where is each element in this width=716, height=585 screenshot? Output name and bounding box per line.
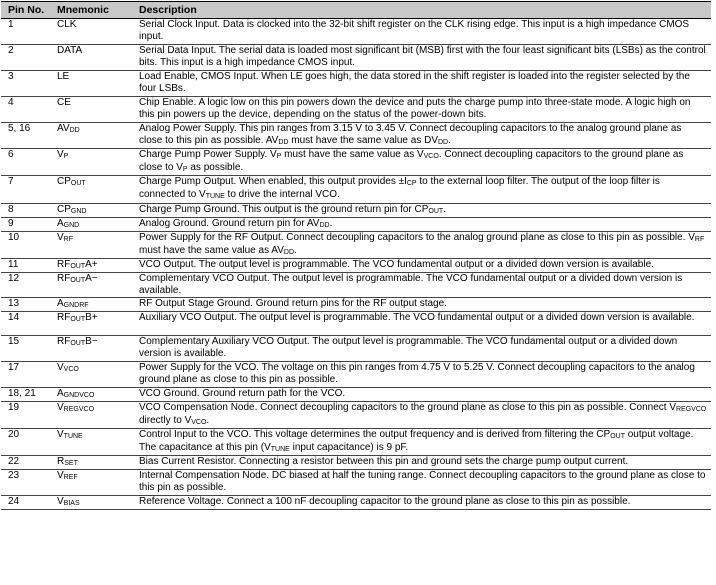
mnemonic: $A_{GND}$: [53, 218, 135, 232]
table-row: [1, 218, 711, 232]
header-description: Description: [135, 2, 711, 19]
subscript: REGVCO: [63, 406, 95, 413]
table-row: [1, 176, 711, 204]
mnemonic: CLK: [53, 19, 135, 45]
table-row: [1, 71, 711, 97]
mnemonic: $CP_{OUT}$: [53, 176, 135, 204]
subscript: RF: [694, 236, 705, 243]
table-row: [1, 232, 711, 259]
subscript: VCO: [63, 366, 79, 373]
subscript: OUT: [70, 316, 86, 323]
table-row: [1, 456, 711, 470]
mnemonic: $A_{GNDVCO}$: [53, 388, 135, 402]
mnemonic: $RF_{OUT}B+$: [53, 312, 135, 336]
mnemonic: DATA: [53, 45, 135, 71]
pin-number: 23: [1, 470, 53, 496]
table-row: [1, 336, 711, 362]
description: Serial Clock Input. Data is clocked into the 32-bit shift register on the CLK rising edge. This input is a high impedance CMOS input.: [135, 19, 711, 45]
subscript: SET: [64, 460, 78, 467]
subscript: OUT: [70, 180, 86, 187]
subscript: GND: [70, 208, 87, 215]
subscript: REGVCO: [676, 406, 707, 413]
subscript: BIAS: [63, 500, 80, 507]
mnemonic: $RF_{OUT}A-$: [53, 273, 135, 298]
subscript: DD: [319, 222, 330, 229]
subscript: P: [182, 166, 188, 173]
table-row: [1, 273, 711, 298]
mnemonic: $V_{REF}$: [53, 470, 135, 496]
pin-number: 1: [1, 19, 53, 45]
subscript: TUNE: [63, 433, 83, 440]
description: VCO Ground. Ground return path for the VCO.: [135, 388, 711, 402]
table-row: [1, 362, 711, 388]
mnemonic: $V_{VCO}$: [53, 362, 135, 388]
subscript: OUT: [70, 340, 86, 347]
mnemonic: $CP_{GND}$: [53, 204, 135, 218]
pin-number: 24: [1, 496, 53, 510]
description: Analog Ground. Ground return pin for $AV_{DD}$.: [135, 218, 711, 232]
mnemonic: $R_{SET}$: [53, 456, 135, 470]
description: Complementary VCO Output. The output level is programmable. The VCO fundamental output or a divided down version is available.: [135, 273, 711, 298]
pin-number: 5, 16: [1, 123, 53, 149]
subscript: VCO: [423, 153, 439, 160]
subscript: DD: [278, 139, 289, 146]
table-row: [1, 149, 711, 176]
subscript: OUT: [428, 208, 444, 215]
pin-number: 10: [1, 232, 53, 259]
pin-number: 11: [1, 259, 53, 273]
mnemonic: $RF_{OUT}A+$: [53, 259, 135, 273]
mnemonic: $V_{RF}$: [53, 232, 135, 259]
pin-number: 7: [1, 176, 53, 204]
mnemonic: LE: [53, 71, 135, 97]
table-row: [1, 402, 711, 429]
description: VCO Compensation Node. Connect decoupling capacitors to the ground plane as close to this pin as possible. Connect $V_{REGVCO}$ directly to $V_{VCO}$.: [135, 402, 711, 429]
table-row: [1, 259, 711, 273]
description: Analog Power Supply. This pin ranges from 3.15 V to 3.45 V. Connect decoupling capacitors to the analog ground plane as close to this pin as possible. $AV_{DD}$ must have the same value as $DV_{DD}$.: [135, 123, 711, 149]
description: Power Supply for the RF Output. Connect decoupling capacitors to the analog ground plane as close to this pin as possible. $V_{RF}$ must have the same value as $AV_{DD}$.: [135, 232, 711, 259]
table-row: [1, 312, 711, 336]
table-row: [1, 470, 711, 496]
description: Charge Pump Power Supply. $V_P$ must have the same value as $V_{VCO}$. Connect decoupling capacitors to the ground plane as close to $V_P$ as possible.: [135, 149, 711, 176]
mnemonic: $V_P$: [53, 149, 135, 176]
header-row: [1, 2, 711, 19]
description: Charge Pump Output. When enabled, this output provides $\pm I_{CP}$ to the external loop filter. The output of the loop filter is connected to $V_{TUNE}$ to drive the internal VCO.: [135, 176, 711, 204]
table-row: [1, 45, 711, 71]
pin-number: 14: [1, 312, 53, 336]
description: Charge Pump Ground. This output is the ground return pin for $CP_{OUT}$.: [135, 204, 711, 218]
pin-number: 3: [1, 71, 53, 97]
pin-description-table: [1, 1, 711, 510]
description: Chip Enable. A logic low on this pin powers down the device and puts the charge pump into three-state mode. A logic high on this pin powers up the device, depending on the status of the power-down bits.: [135, 97, 711, 123]
mnemonic: $AV_{DD}$: [53, 123, 135, 149]
description: Load Enable, CMOS Input. When LE goes high, the data stored in the shift register is loaded into the register selected by the four LSBs.: [135, 71, 711, 97]
pin-number: 9: [1, 218, 53, 232]
subscript: DD: [438, 139, 449, 146]
mnemonic: $V_{REGVCO}$: [53, 402, 135, 429]
description: Reference Voltage. Connect a 100 nF decoupling capacitor to the ground plane as close to this pin as possible.: [135, 496, 711, 510]
subscript: RF: [63, 236, 74, 243]
pin-number: 22: [1, 456, 53, 470]
header-mnemonic: Mnemonic: [53, 2, 135, 19]
table-row: [1, 429, 711, 456]
table-row: [1, 388, 711, 402]
table-row: [1, 19, 711, 45]
subscript: P: [276, 153, 282, 160]
subscript: GNDVCO: [63, 392, 95, 399]
table-row: [1, 204, 711, 218]
mnemonic: $RF_{OUT}B-$: [53, 336, 135, 362]
table-header: [1, 2, 711, 19]
header-pin-no: Pin No.: [1, 2, 53, 19]
pin-number: 6: [1, 149, 53, 176]
pin-number: 18, 21: [1, 388, 53, 402]
mnemonic: $V_{TUNE}$: [53, 429, 135, 456]
subscript: OUT: [610, 433, 625, 440]
description: Internal Compensation Node. DC biased at half the tuning range. Connect decoupling capacitors to the ground plane as close to this pin as possible.: [135, 470, 711, 496]
mnemonic: $A_{GNDRF}$: [53, 298, 135, 312]
subscript: P: [63, 153, 69, 160]
pin-number: 13: [1, 298, 53, 312]
pin-number: 8: [1, 204, 53, 218]
pin-number: 4: [1, 97, 53, 123]
subscript: DD: [69, 127, 80, 134]
subscript: OUT: [70, 263, 86, 270]
table-row: [1, 123, 711, 149]
subscript: TUNE: [270, 446, 290, 453]
table-row: [1, 298, 711, 312]
subscript: GNDRF: [63, 302, 89, 309]
pin-number: 20: [1, 429, 53, 456]
table-body: [1, 19, 711, 510]
description: Bias Current Resistor. Connecting a resistor between this pin and ground sets the charge pump output current.: [135, 456, 711, 470]
description: Serial Data Input. The serial data is loaded most significant bit (MSB) first with the four least significant bits (LSBs) as the control bits. This input is a high impedance CMOS input.: [135, 45, 711, 71]
description: Control Input to the VCO. This voltage determines the output frequency and is derived from filtering the $CP_{OUT}$ output voltage. The capacitance at this pin ($V_{TUNE}$ input capacitance) is 9 pF.: [135, 429, 711, 456]
subscript: VCO: [191, 419, 207, 426]
subscript: TUNE: [205, 193, 225, 200]
subscript: OUT: [70, 277, 86, 284]
description: Auxiliary VCO Output. The output level is programmable. The VCO fundamental output or a divided down version is available.: [135, 312, 711, 336]
mnemonic: CE: [53, 97, 135, 123]
subscript: CP: [406, 180, 417, 187]
pin-number: 19: [1, 402, 53, 429]
table-row: [1, 496, 711, 510]
pin-number: 2: [1, 45, 53, 71]
pin-number: 15: [1, 336, 53, 362]
description: RF Output Stage Ground. Ground return pins for the RF output stage.: [135, 298, 711, 312]
pin-number: 12: [1, 273, 53, 298]
description: Complementary Auxiliary VCO Output. The output level is programmable. The VCO fundamental output or a divided down version is available.: [135, 336, 711, 362]
description: VCO Output. The output level is programmable. The VCO fundamental output or a divided down version is available.: [135, 259, 711, 273]
subscript: REF: [63, 474, 78, 481]
table-row: [1, 97, 711, 123]
mnemonic: $V_{BIAS}$: [53, 496, 135, 510]
subscript: DD: [283, 249, 295, 256]
description: Power Supply for the VCO. The voltage on this pin ranges from 4.75 V to 5.25 V. Connect decoupling capacitors to the analog ground plane as close to this pin as possible.: [135, 362, 711, 388]
subscript: GND: [63, 222, 80, 229]
pin-number: 17: [1, 362, 53, 388]
